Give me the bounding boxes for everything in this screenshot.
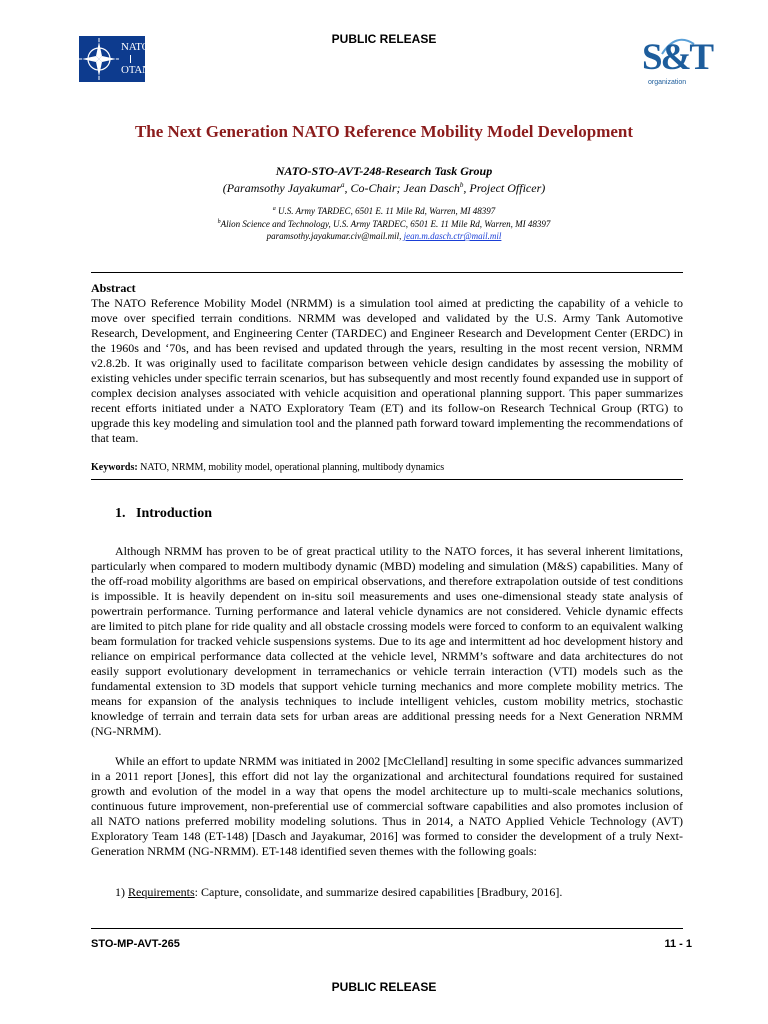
keywords-label: Keywords: <box>91 462 138 473</box>
email-text: paramsothy.jayakumar.civ@mail.mil, <box>266 231 404 241</box>
abstract-text: The NATO Reference Mobility Model (NRMM) is a simulation tool aimed at predicting the capability of a vehicle to move over specified terrain conditions. NRMM was developed and validated by the U.S. Army Tank Automotive Research, Development, and Engineering Center (TARDEC) and Engineer Research and Development Center (ERDC) in the 1960s and ‘70s, and has been revised and updated through the years, resulting in the most recent version, NRMM v2.8.2b. It was originally used to facilitate comparison between vehicle design candidates by assessing the mobility of existing vehicles under specific terrain scenarios, but has subsequently and most recently found expanded use in support of complex decision analyses associated with vehicle acquisition and operational planning support. This paper summarizes recent efforts initiated under a NATO Exploratory Team (ET) and its follow-on Research Technical Group (RTG) to upgrade this key modeling and simulation tool and the planned path forward toward implementing the recommendations of that team. <box>91 296 683 445</box>
author-line: (Paramsothy Jayakumar$^a$, Co-Chair; Jean Dasch$^b$, Project Officer) <box>222 181 546 195</box>
release-header-top: PUBLIC RELEASE <box>331 32 437 46</box>
st-organization-logo <box>640 36 713 90</box>
keywords-text: NATO, NRMM, mobility model, operational planning, multibody dynamics <box>137 462 445 473</box>
abstract-heading: Abstract <box>91 281 136 295</box>
nato-logo <box>79 36 150 82</box>
footer-doc-id: STO-MP-AVT-265 <box>91 938 180 950</box>
intro-paragraph-1: Although NRMM has proven to be of great practical utility to the NATO forces, it has several inherent limitations, particularly when compared to modern multibody dynamic (MBD) modeling and simulation (M&S) capabilities. Many of the off-road mobility algorithms are based on empirical observations, and therefore extrapolation outside of test conditions is impossible. It is heavily dependent on in-situ soil measurements and uses one-dimensional steady state analysis of powertrain performance. Turning performance and lateral vehicle dynamics are not considered. Vehicle dynamic effects are limited to pitch plane for ride quality and all obstacle crossing models were forced to conform to an equivalent walking beam formulation for tracked vehicle suspensions systems. Due to its age and intermittent ad hoc development history and reliance on empirical performance data collected at the vehicle level, NRMM’s software and data architectures do not easily support evolutionary development in terramechanics or vehicle terrain interaction (VTI) models such as the fundamental extension to 3D models that support vehicle turning mechanics and more complete mobility metrics. The means for expansion of the analysis techniques to include intelligent vehicles, custom mobility metrics, stochastic knowledge of terrain and terrain data sets for urban areas are additional pressing needs for a Next Generation NRMM (NG-NRMM). <box>91 544 683 738</box>
nato-compass-star-icon <box>79 36 119 82</box>
st-logo-text: S&T <box>642 37 713 78</box>
divider-bottom <box>91 479 683 480</box>
affiliation-a: $^a$ U.S. Army TARDEC, 6501 E. 11 Mile Rd, Warren, MI 48397 <box>272 206 496 216</box>
divider-top <box>91 272 683 273</box>
keywords-line <box>91 460 683 475</box>
email-link[interactable]: jean.m.dasch.ctr@mail.mil <box>403 231 502 241</box>
footer-page-number: 11 - 1 <box>664 938 692 950</box>
contact-emails <box>0 231 768 241</box>
release-header-bottom: PUBLIC RELEASE <box>331 980 437 994</box>
abstract-section <box>91 281 683 446</box>
affiliation-b: $^b$Alion Science and Technology, U.S. Army TARDEC, 6501 E. 11 Mile Rd, Warren, MI 48397 <box>217 219 551 229</box>
otan-logo-text: OTAN <box>121 64 150 76</box>
st-logo-subtext: organization <box>648 79 687 86</box>
footer-rule <box>91 928 683 929</box>
intro-paragraph-2: While an effort to update NRMM was initiated in 2002 [McClelland] resulting in some specific advances summarized in a 2011 report [Jones], this effort did not lay the organizational and architectural foundations required for sustained growth and evolution of the model in a way that opens the model architecture up to multi-scale mechanics solutions, continuous future improvement, non-preferential use of commercial software capabilities and also promotes inclusion of all NATO nations preferred mobility modeling solutions. Thus in 2014, a NATO Applied Vehicle Technology (AVT) Exploratory Team 148 (ET-148) [Dasch and Jayakumar, 2016] was formed to consider the development of a truly Next-Generation NRMM (NG-NRMM). ET-148 identified seven themes with the following goals: <box>91 754 683 858</box>
list-item-requirements: 1) Requirements: Capture, consolidate, and summarize desired capabilities [Bradbury, 2016]. <box>115 885 563 899</box>
section-heading-introduction: 1. Introduction <box>115 506 212 521</box>
paper-title: The Next Generation NATO Reference Mobility Model Development <box>134 122 634 141</box>
research-group: NATO-STO-AVT-248-Research Task Group <box>275 164 493 178</box>
nato-logo-text: NATO <box>121 41 150 53</box>
